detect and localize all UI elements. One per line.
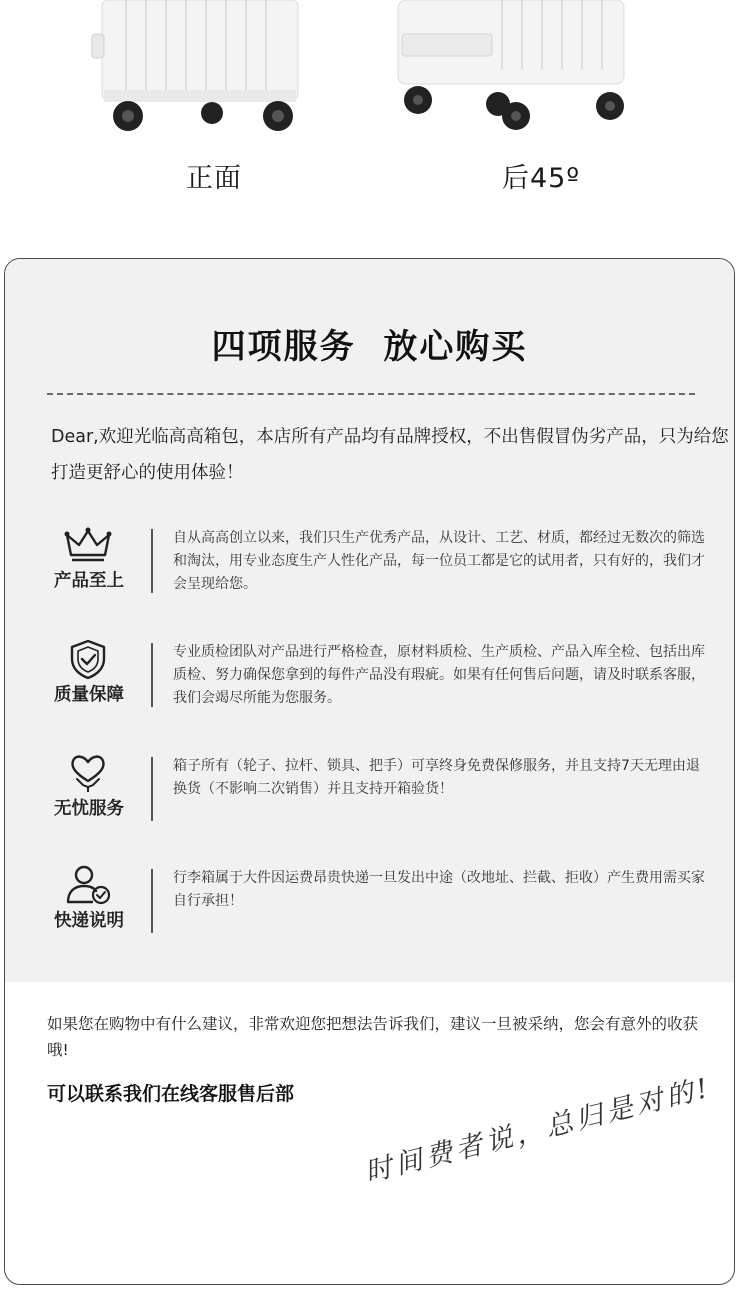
- suitcase-back-45-photo: [392, 0, 632, 135]
- service-item-label: 质量保障: [54, 685, 124, 705]
- dashed-divider: [47, 393, 695, 395]
- heart-hand-icon: [63, 753, 113, 793]
- service-card: [4, 258, 735, 1285]
- service-item-divider: [151, 643, 153, 707]
- shield-check-icon: [63, 639, 113, 679]
- service-item-worry-free: [5, 753, 735, 825]
- crown-icon: [63, 525, 113, 565]
- service-card-title: 四项服务 放心购买: [211, 327, 528, 367]
- user-check-icon: [63, 865, 113, 905]
- service-item-label: 无忧服务: [54, 799, 124, 819]
- handwritten-signature: 时间费者说，总归是对的!: [361, 1072, 715, 1189]
- service-item-text: 专业质检团队对产品进行严格检查，原材料质检、生产质检、产品入库全检、包括出库质检、努力确保您拿到的每件产品没有瑕疵。如果有任何售后问题，请及时联系客服，我们会竭尽所能为您服务。: [173, 644, 705, 706]
- service-item-divider: [151, 529, 153, 593]
- service-item-text: 行李箱属于大件因运费昂贵快递一旦发出中途（改地址、拦截、拒收）产生费用需买家自行承担！: [173, 870, 705, 909]
- service-item-divider: [151, 869, 153, 933]
- suitcase-front-photo: [90, 0, 310, 135]
- back-45-view-caption: 后45º: [502, 163, 581, 194]
- service-item-delivery: [5, 865, 735, 937]
- service-item-quality: [5, 639, 735, 711]
- service-item-text: 自从高高创立以来，我们只生产优秀产品，从设计、工艺、材质，都经过无数次的筛选和淘汰，用专业态度生产人性化产品，每一位员工都是它的试用者，只有好的，我们才会呈现给您。: [173, 530, 705, 592]
- front-view-caption: 正面: [186, 163, 242, 194]
- service-intro-text: Dear,欢迎光临高高箱包，本店所有产品均有品牌授权，不出售假冒伪劣产品，只为给您打造更舒心的使用体验！: [51, 427, 729, 483]
- service-item-product: [5, 525, 735, 597]
- suggestion-text: 如果您在购物中有什么建议，非常欢迎您把想法告诉我们，建议一旦被采纳，您会有意外的收获哦!: [47, 1015, 699, 1059]
- service-item-label: 产品至上: [54, 571, 124, 591]
- contact-after-sales-text: 可以联系我们在线客服售后部: [47, 1083, 295, 1105]
- service-item-text: 箱子所有（轮子、拉杆、锁具、把手）可享终身免费保修服务，并且支持7天无理由退换货（不影响二次销售）并且支持开箱验货！: [173, 758, 700, 797]
- service-item-label: 快递说明: [54, 911, 124, 931]
- service-item-divider: [151, 757, 153, 821]
